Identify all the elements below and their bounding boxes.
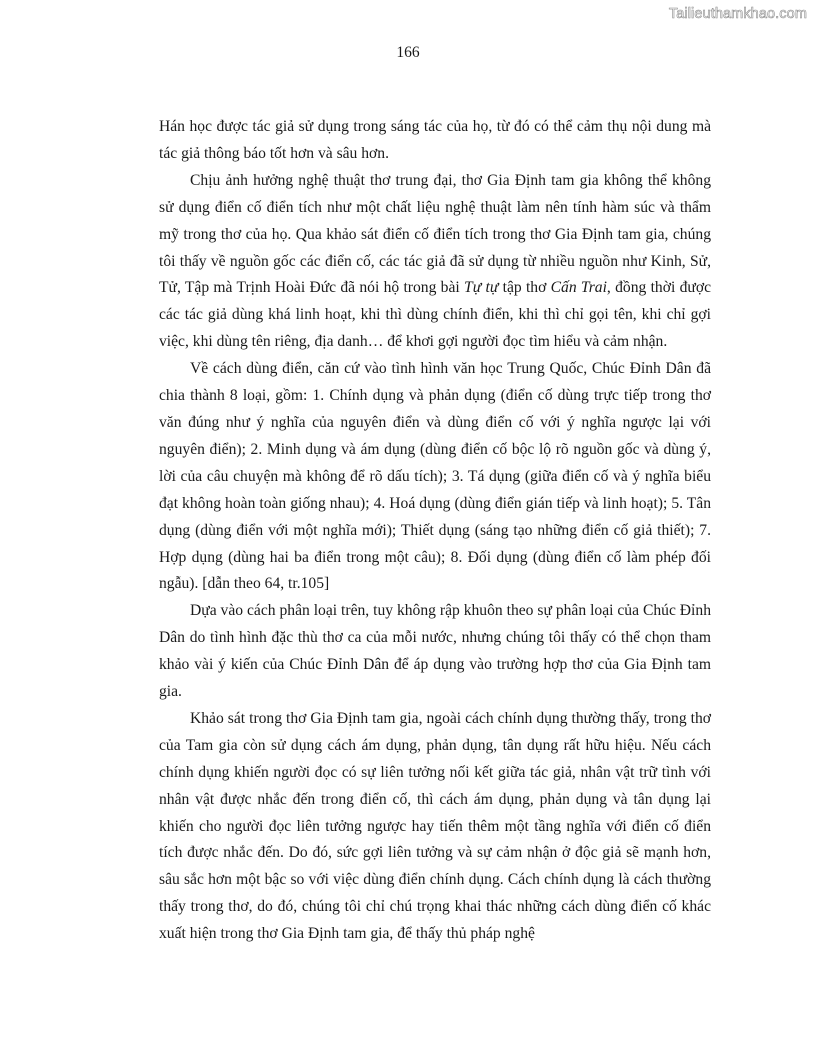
work-title-tu-tu: Tự tự bbox=[464, 279, 499, 297]
work-title-can-trai: Cấn Trai bbox=[550, 279, 607, 297]
paragraph-2-text-a: Chịu ảnh hưởng nghệ thuật thơ trung đại, thơ Gia Định tam gia không thể không sử dụng điển cố điển tích như một chất liệu nghệ thuật làm nên tính hàm súc và thẩm mỹ trong thơ của họ. Qua khảo sát điển cố điển tích trong thơ Gia Định tam gia, chúng tôi thấy về nguồn gốc các điển cố, các tác giả đã sử dụng từ nhiều nguồn như Kinh, Sử, Tử, Tập mà Trịnh Hoài Đức đã nói hộ trong bài bbox=[159, 171, 711, 297]
watermark: Tailieuthamkhao.com bbox=[668, 6, 807, 22]
paragraph-5: Khảo sát trong thơ Gia Định tam gia, ngoài cách chính dụng thường thấy, trong thơ của Tam gia còn sử dụng cách ám dụng, phản dụng, tân dụng rất hữu hiệu. Nếu cách chính dụng khiến người đọc có sự liên tưởng nối kết giữa tác giả, nhân vật trữ tình với nhân vật được nhắc đến trong điển cố, thì cách ám dụng, phản dụng và tân dụng lại khiến cho người đọc liên tưởng ngược hay tiến thêm một tầng nghĩa với điển cố điển tích được nhắc đến. Do đó, sức gợi liên tưởng và sự cảm nhận ở độc giả sẽ mạnh hơn, sâu sắc hơn một bậc so với việc dùng điển chính dụng. Cách chính dụng là cách thường thấy trong thơ, do đó, chúng tôi chỉ chú trọng khai thác những cách dùng điển cố khác xuất hiện trong thơ Gia Định tam gia, để thấy thủ pháp nghệ bbox=[159, 709, 711, 943]
page-number: 166 bbox=[396, 44, 420, 61]
paragraph-3: Về cách dùng điển, căn cứ vào tình hình văn học Trung Quốc, Chúc Đỉnh Dân đã chia thành 8 loại, gồm: 1. Chính dụng và phản dụng (điển cố dùng trực tiếp trong thơ văn đúng như ý nghĩa của nguyên điển và dùng điển cố với ý nghĩa ngược lại với nguyên điển); 2. Minh dụng và ám dụng (dùng điển cố bộc lộ rõ nguồn gốc và dùng ý, lời của câu chuyện mà không để rõ dấu tích); 3. Tá dụng (giữa điển cố và ý nghĩa biểu đạt không hoàn toàn giống nhau); 4. Hoá dụng (dùng điển gián tiếp và linh hoạt); 5. Tân dụng (dùng điển với một nghĩa mới); Thiết dụng (sáng tạo những điển cố giả thiết); 7. Hợp dụng (dùng hai ba điển trong một câu); 8. Đối dụng (dùng điển cố làm phép đối ngẫu). [dẫn theo 64, tr.105] bbox=[159, 360, 711, 593]
body-text bbox=[159, 114, 711, 948]
paragraph-2-text-b: tập thơ bbox=[498, 279, 551, 297]
paragraph-2-text-c: , đồng thời được các tác giả dùng khá linh hoạt, khi thì dùng chính điển, khi thì chỉ gọi tên, khi chỉ gợi việc, khi dùng tên riêng, địa danh… để khơi gợi người đọc tìm hiểu và cảm nhận. bbox=[159, 279, 711, 351]
paragraph-2 bbox=[159, 168, 711, 356]
paragraph-4: Dựa vào cách phân loại trên, tuy không rập khuôn theo sự phân loại của Chúc Đỉnh Dân do tình hình đặc thù thơ ca của mỗi nước, nhưng chúng tôi thấy có thể chọn tham khảo vài ý kiến của Chúc Đỉnh Dân để áp dụng vào trường hợp thơ của Gia Định tam gia. bbox=[159, 602, 711, 701]
paragraph-1: Hán học được tác giả sử dụng trong sáng tác của họ, từ đó có thể cảm thụ nội dung mà tác giả thông báo tốt hơn và sâu hơn. bbox=[159, 118, 711, 162]
